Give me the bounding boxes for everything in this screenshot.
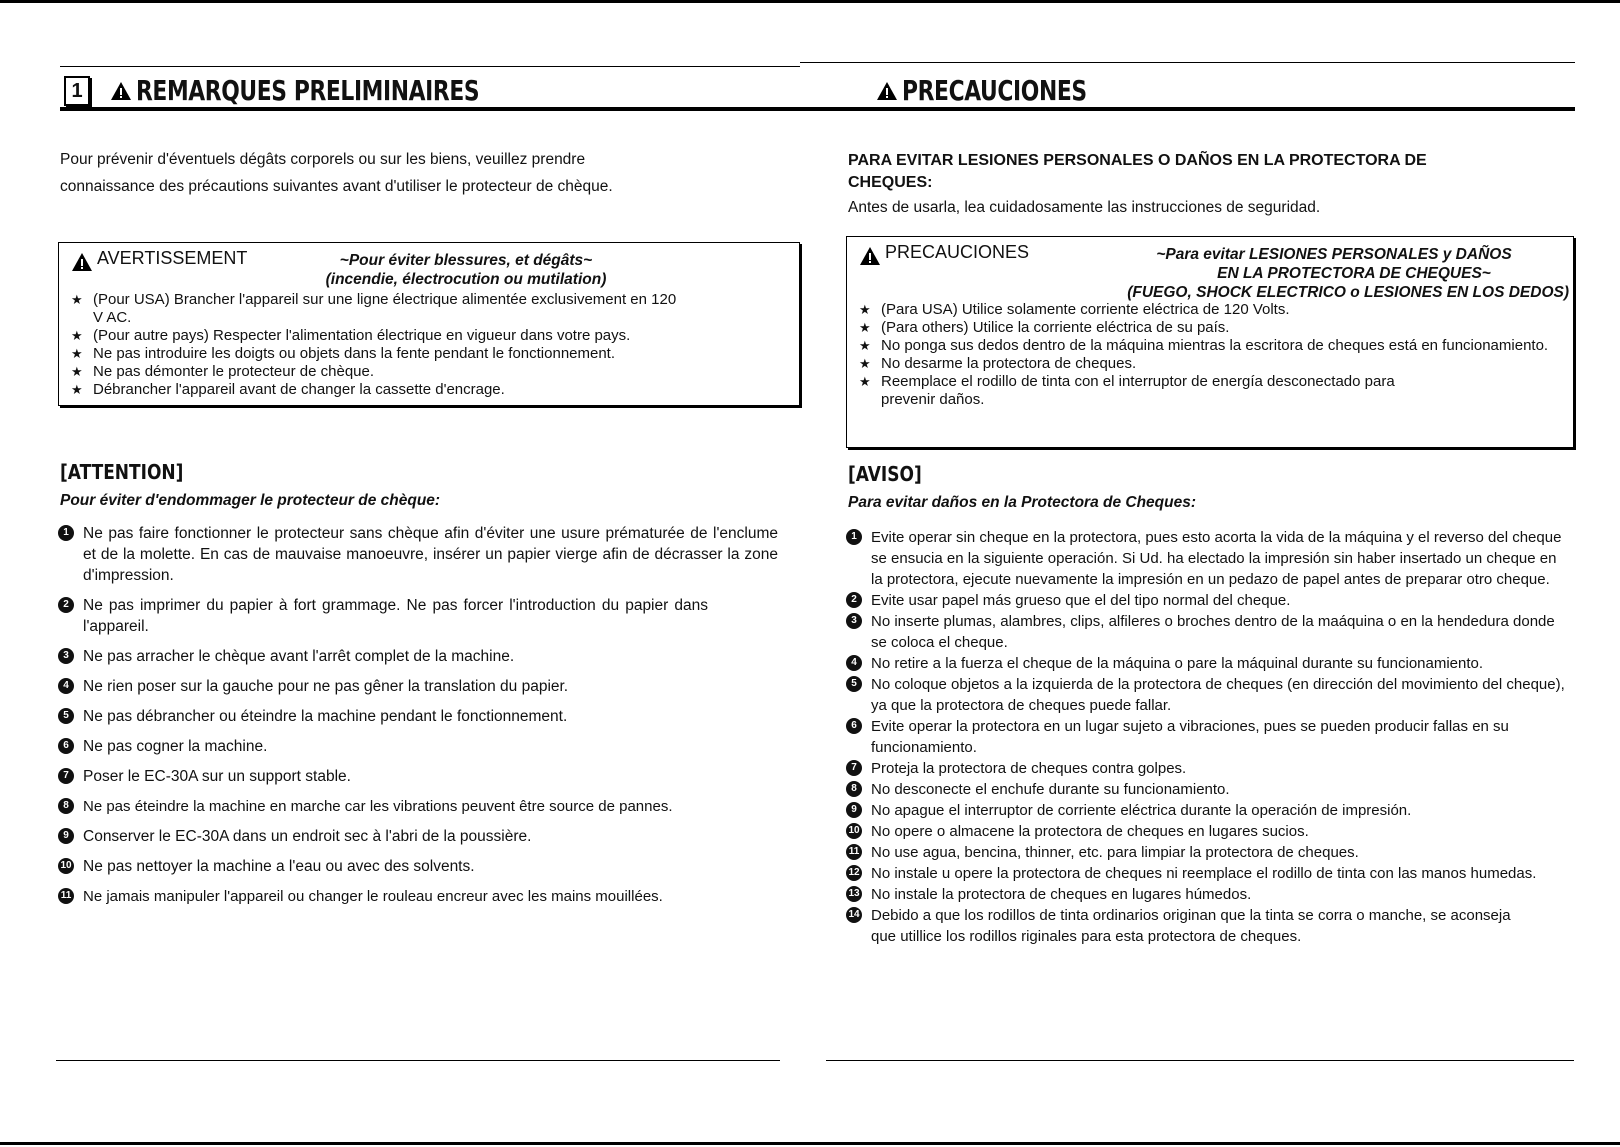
left-warning-item: ★ (Pour autre pays) Respecter l'alimentation électrique en vigueur dans votre pays. <box>71 327 631 344</box>
list-item: 10 Ne pas nettoyer la machine a l'eau ou avec des solvents. <box>58 856 778 877</box>
list-item: 9 No apague el interruptor de corriente eléctrica durante la operación de impresión. <box>846 800 1566 821</box>
left-intro <box>60 146 780 200</box>
list-item: 14 Debido a que los rodillos de tinta ordinarios originan que la tinta se corra o manche, se aconseja que utillice los rodillos riginales para esta protectora de cheques. <box>846 905 1566 947</box>
right-section-subheading: Para evitar daños en la Protectora de Cheques: <box>848 494 1197 511</box>
list-item: 11 Ne jamais manipuler l'appareil ou changer le rouleau encreur avec les mains mouillées. <box>58 886 778 907</box>
right-warning-subtitle-line-1: ~Para evitar LESIONES PERSONALES y DAÑOS <box>1156 246 1512 263</box>
right-intro <box>848 150 1488 222</box>
right-warning-item: ★ No desarme la protectora de cheques. <box>859 355 1137 372</box>
list-item: 6 Ne pas cogner la machine. <box>58 736 778 757</box>
right-warning-item: ★ No ponga sus dedos dentro de la máquina mientras la escritora de cheques está en funcionamiento. <box>859 337 1549 354</box>
list-item: 9 Conserver le EC-30A dans un endroit sec à l'abri de la poussière. <box>58 826 778 847</box>
list-item: 2 Evite usar papel más grueso que el del tipo normal del cheque. <box>846 590 1566 611</box>
right-intro-text: Antes de usarla, lea cuidadosamente las instrucciones de seguridad. <box>848 199 1321 216</box>
right-warning-item: ★ (Para others) Utilice la corriente eléctrica de su país. <box>859 319 1230 336</box>
list-item: 8 No desconecte el enchufe durante su funcionamiento. <box>846 779 1566 800</box>
right-warning-box <box>846 236 1574 448</box>
list-item: 1 Ne pas faire fonctionner le protecteur sans chèque afin d'éviter une usure prématurée de l'enclume et de la molette. En cas de mauvaise manoeuvre, insérer un papier vierge afin de décrasser la zone d'impression. <box>58 523 778 586</box>
list-item: 1 Evite operar sin cheque en la protectora, pues esto acorta la vida de la máquina y el reverso del cheque se ensucia en la siguiente operación. Si Ud. ha electado la impresión sin haber insertado un cheque en la protectora, ejecute nuevamente la impresión en un pedazo de papel antes de preparar otro cheque. <box>846 527 1566 590</box>
left-header-underline <box>60 107 800 111</box>
right-header-underline <box>800 107 1575 111</box>
left-intro-line-1: Pour prévenir d'éventuels dégâts corporels ou sur les biens, veuillez prendre <box>60 151 586 168</box>
list-item: 5 Ne pas débrancher ou éteindre la machine pendant le fonctionnement. <box>58 706 778 727</box>
left-warning-subtitle <box>301 251 631 289</box>
list-item: 7 Proteja la protectora de cheques contra golpes. <box>846 758 1566 779</box>
left-section-subheading: Pour éviter d'endommager le protecteur de chèque: <box>60 492 441 509</box>
right-warning-subtitle-line-3: (FUEGO, SHOCK ELECTRICO o LESIONES EN LOS DEDOS) <box>1127 284 1569 301</box>
right-warning-title: PRECAUCIONES <box>885 242 1030 262</box>
page-number-box: 1 <box>64 76 90 106</box>
right-aviso-list <box>846 527 1566 947</box>
left-section-heading: [ATTENTION] <box>60 460 184 484</box>
list-item: 10 No opere o almacene la protectora de cheques en lugares sucios. <box>846 821 1566 842</box>
list-item: 5 No coloque objetos a la izquierda de la protectora de cheques (en dirección del movimiento del cheque), ya que la protectora de cheques puede fallar. <box>846 674 1566 716</box>
left-warning-item: ★ (Pour USA) Brancher l'appareil sur une ligne électrique alimentée exclusivement en 120 V AC. <box>71 291 677 326</box>
right-warning-item: ★ (Para USA) Utilice solamente corriente eléctrica de 120 Volts. <box>859 301 1290 318</box>
right-footer-rule <box>826 1060 1574 1061</box>
list-item: 6 Evite operar la protectora en un lugar sujeto a vibraciones, pues se pueden producir fallas en su funcionamiento. <box>846 716 1566 758</box>
right-title-bar <box>876 74 1139 107</box>
list-item: 12 No instale u opere la protectora de cheques ni reemplace el rodillo de tinta con las manos humedas. <box>846 863 1566 884</box>
left-warning-item: ★ Ne pas démonter le protecteur de chèque. <box>71 363 375 380</box>
right-warning-item: ★ Reemplace el rodillo de tinta con el interruptor de energía desconectado para prevenir daños. <box>859 373 1395 408</box>
right-warning-subtitle <box>1039 245 1569 302</box>
warning-triangle-icon <box>110 81 132 101</box>
list-item: 3 No inserte plumas, alambres, clips, alfileres o broches dentro de la maáquina o en la hendedura donde se coloca el cheque. <box>846 611 1566 653</box>
warning-triangle-icon <box>876 81 898 101</box>
list-item: 11 No use agua, bencina, thinner, etc. para limpiar la protectora de cheques. <box>846 842 1566 863</box>
left-footer-rule <box>56 1060 780 1061</box>
list-item: 4 Ne rien poser sur la gauche pour ne pas gêner la translation du papier. <box>58 676 778 697</box>
list-item: 3 Ne pas arracher le chèque avant l'arrêt complet de la machine. <box>58 646 778 667</box>
list-item: 13 No instale la protectora de cheques en lugares húmedos. <box>846 884 1566 905</box>
right-intro-heading: PARA EVITAR LESIONES PERSONALES O DAÑOS EN LA PROTECTORA DE CHEQUES: <box>848 152 1427 191</box>
left-warning-title: AVERTISSEMENT <box>97 248 248 268</box>
left-warning-subtitle-line-2: (incendie, électrocution ou mutilation) <box>325 271 607 288</box>
right-header-rule <box>800 62 1575 63</box>
left-page-title: REMARQUES PRELIMINAIRES <box>136 74 480 107</box>
list-item: 4 No retire a la fuerza el cheque de la máquina o pare la máquinal durante su funcionamiento. <box>846 653 1566 674</box>
left-warning-item: ★ Ne pas introduire les doigts ou objets dans la fente pendant le fonctionnement. <box>71 345 616 362</box>
left-header-rule <box>60 66 800 67</box>
left-warning-subtitle-line-1: ~Pour éviter blessures, et dégâts~ <box>339 252 593 269</box>
warning-triangle-icon <box>859 246 881 266</box>
left-warning-box <box>58 242 800 406</box>
right-warning-subtitle-line-2: EN LA PROTECTORA DE CHEQUES~ <box>1217 265 1491 282</box>
warning-triangle-icon <box>71 252 93 272</box>
list-item: 7 Poser le EC-30A sur un support stable. <box>58 766 778 787</box>
right-section-heading: [AVISO] <box>848 462 922 486</box>
left-intro-line-2: connaissance des précautions suivantes avant d'utiliser le protecteur de chèque. <box>60 178 613 195</box>
right-page-title: PRECAUCIONES <box>902 74 1087 107</box>
right-page <box>800 0 1620 1147</box>
list-item: 8 Ne pas éteindre la machine en marche car les vibrations peuvent être source de pannes. <box>58 796 778 817</box>
left-attention-list <box>58 523 778 916</box>
left-page <box>0 0 800 1147</box>
list-item: 2 Ne pas imprimer du papier à fort grammage. Ne pas forcer l'introduction du papier dans l'appareil. <box>58 595 778 637</box>
left-warning-item: ★ Débrancher l'appareil avant de changer la cassette d'encrage. <box>71 381 505 398</box>
left-title-bar <box>64 74 576 107</box>
